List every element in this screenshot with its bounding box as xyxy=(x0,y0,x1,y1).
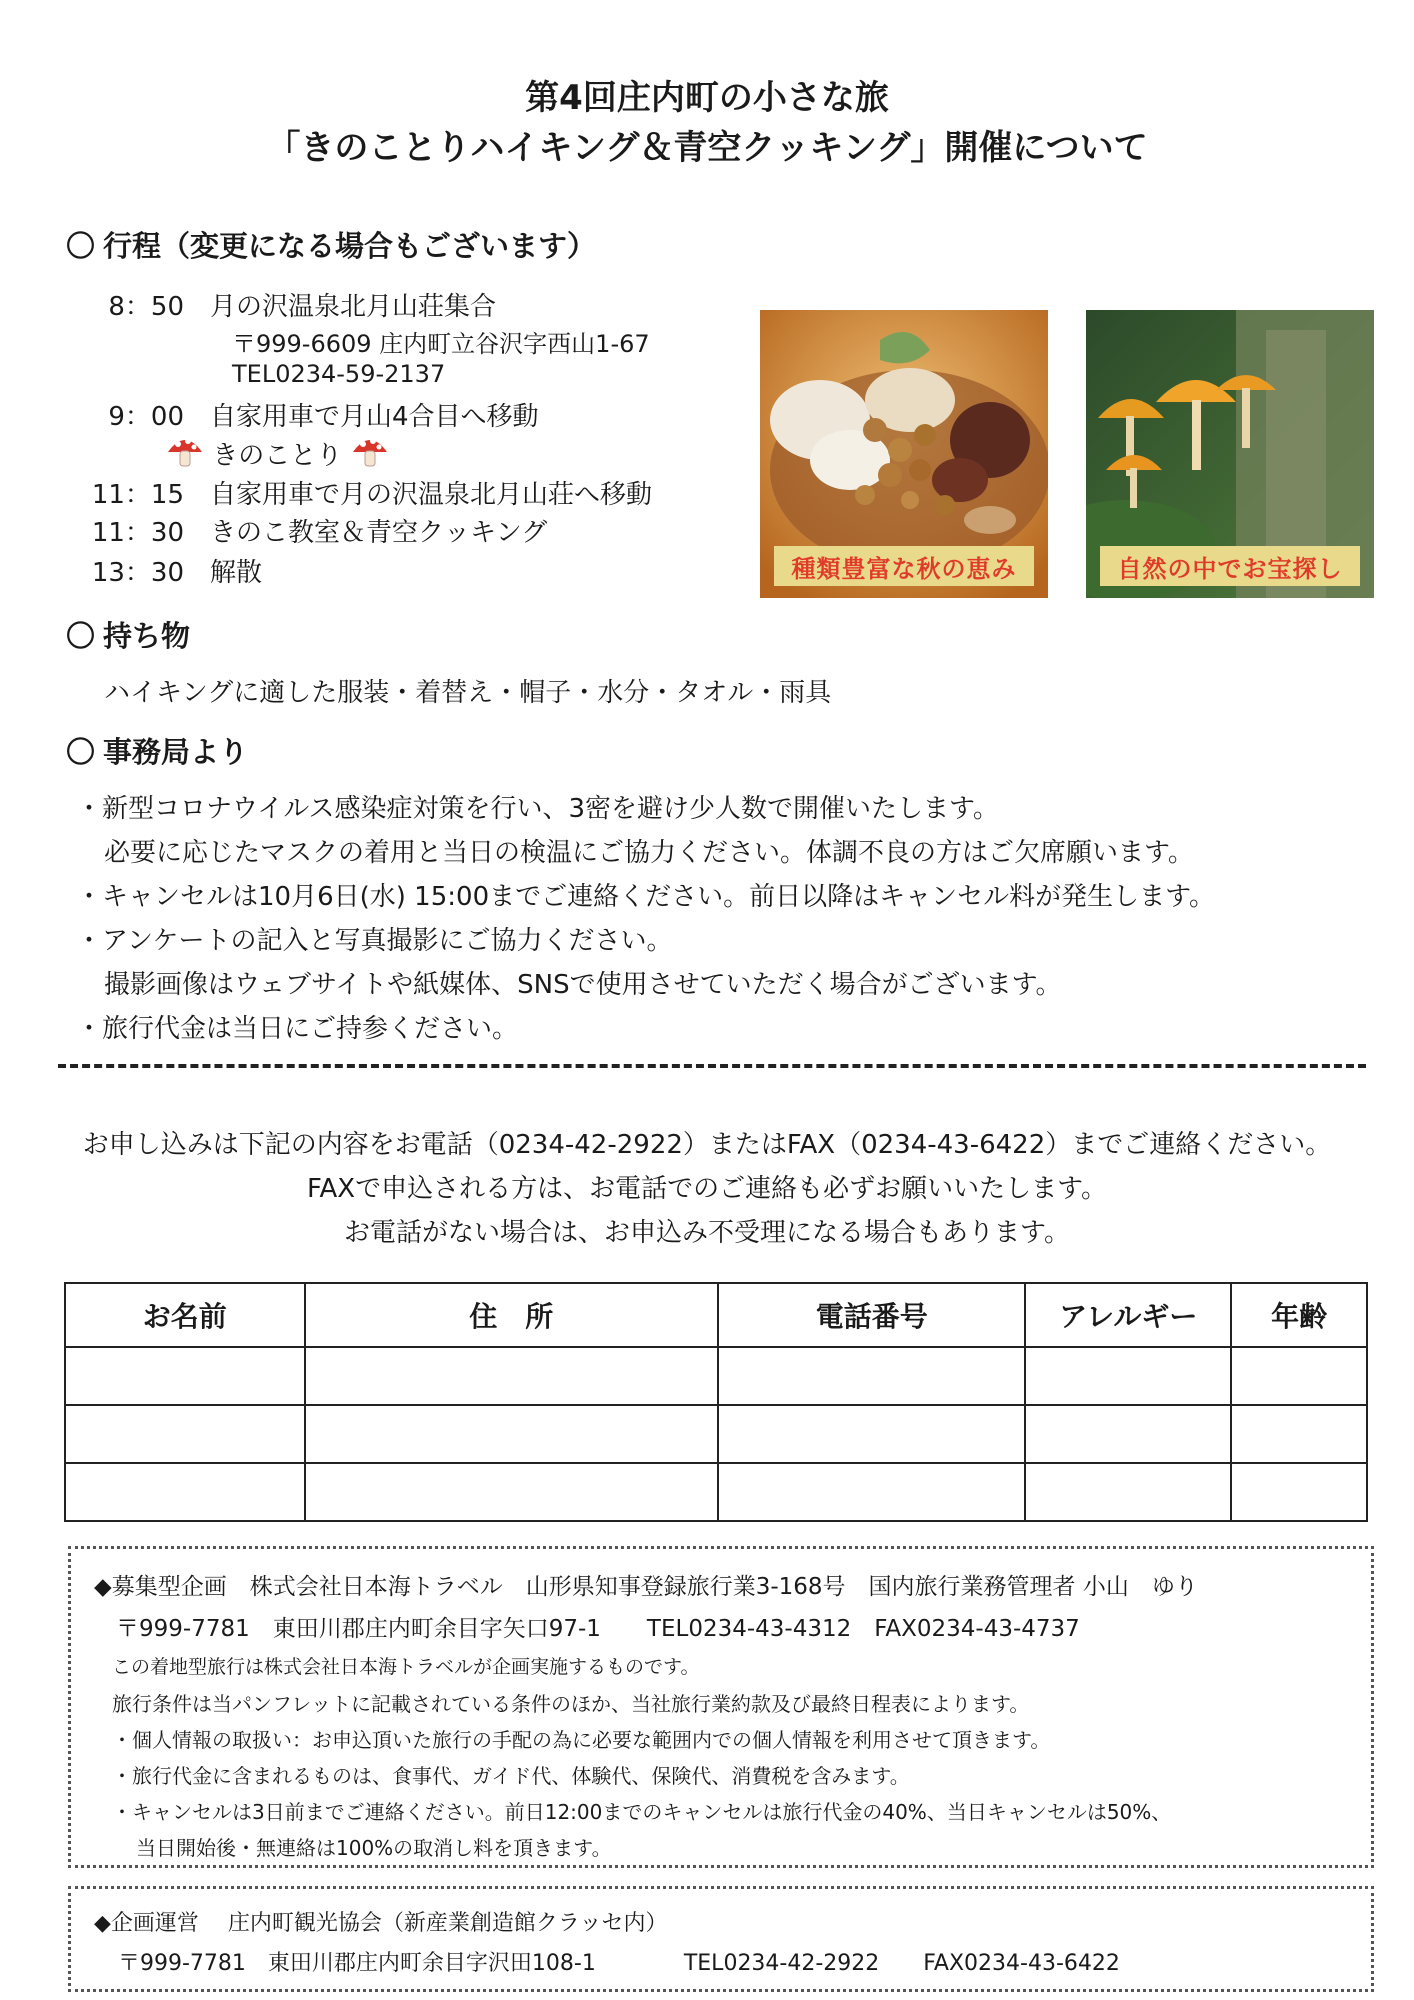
schedule-text: 月の沢温泉北月山荘集合 xyxy=(210,292,497,322)
header-allergy: アレルギー xyxy=(1025,1283,1231,1347)
schedule-text: 自家用車で月山4合目へ移動 xyxy=(210,402,539,432)
schedule-heading xyxy=(66,224,596,265)
table-row xyxy=(65,1463,1367,1521)
application-line: お電話がない場合は、お申込み不受理になる場合もあります。 xyxy=(344,1218,1070,1248)
organizer-line: 当日開始後・無連絡は100%の取消し料を頂きます。 xyxy=(136,1836,612,1860)
office-note: ・キャンセルは10月6日(水) 15:00までご連絡ください。前日以降はキャンセル料が発生します。 xyxy=(76,882,1216,912)
photo-mushroom-plate xyxy=(760,310,1048,598)
schedule-text: きのこ教室＆青空クッキング xyxy=(210,518,548,548)
age-cell[interactable] xyxy=(1231,1405,1367,1463)
age-cell[interactable] xyxy=(1231,1463,1367,1521)
organizer-line: 〒999-7781 東田川郡庄内町余目字矢口97-1 TEL0234-43-4312 FAX0234-43-4737 xyxy=(116,1616,1080,1642)
organizer-line: この着地型旅行は株式会社日本海トラベルが企画実施するものです。 xyxy=(112,1656,700,1678)
schedule-time: 9：00 xyxy=(108,402,184,432)
schedule-time: 11：15 xyxy=(91,480,184,510)
office-note: 撮影画像はウェブサイトや紙媒体、SNSで使用させていただく場合がございます。 xyxy=(104,970,1062,1000)
organizer-line: ・旅行代金に含まれるものは、食事代、ガイド代、体験代、保険代、消費税を含みます。 xyxy=(112,1764,910,1788)
schedule-item xyxy=(66,474,652,511)
operator-line: ◆企画運営 庄内町観光協会（新産業創造館クラッセ内） xyxy=(94,1911,668,1936)
office-note: ・新型コロナウイルス感染症対策を行い、3密を避け少人数で開催いたします。 xyxy=(76,794,999,824)
organizer-line: ・キャンセルは3日前までご連絡ください。前日12:00までのキャンセルは旅行代金の40%、当日キャンセルは50%、 xyxy=(112,1800,1172,1824)
application-line: FAXで申込される方は、お電話でのご連絡も必ずお願いいたします。 xyxy=(306,1174,1108,1204)
office-note: ・アンケートの記入と写真撮影にご協力ください。 xyxy=(76,926,673,956)
organizer-line: ・個人情報の取扱い：お申込頂いた旅行の手配の為に必要な範囲内での個人情報を利用させて頂きます。 xyxy=(112,1728,1051,1752)
operator-line: 〒999-7781 東田川郡庄内町余目字沢田108-1 TEL0234-42-2922 FAX0234-43-6422 xyxy=(118,1951,1120,1976)
belongings-heading-text: 持ち物 xyxy=(103,619,191,653)
header-age: 年齢 xyxy=(1231,1283,1367,1347)
name-cell[interactable] xyxy=(65,1463,305,1521)
schedule-item xyxy=(66,512,547,549)
application-form-table xyxy=(64,1282,1368,1522)
belongings-heading xyxy=(66,614,190,655)
page-title-line1: 第4回庄内町の小さな旅 xyxy=(525,78,889,118)
photo-forest-mushrooms xyxy=(1086,310,1374,598)
mushroom-icon xyxy=(351,434,389,475)
activity-text: きのことり xyxy=(212,441,343,471)
allergy-cell[interactable] xyxy=(1025,1347,1231,1405)
application-line: お申し込みは下記の内容をお電話（0234-42-2922）またはFAX（0234-43-6422）までご連絡ください。 xyxy=(82,1130,1332,1160)
activity-row xyxy=(166,434,389,475)
schedule-text: 解散 xyxy=(210,558,263,588)
office-note: ・旅行代金は当日にご持参ください。 xyxy=(76,1014,519,1044)
header-name: お名前 xyxy=(65,1283,305,1347)
belongings-text: ハイキングに適した服装・着替え・帽子・水分・タオル・雨具 xyxy=(104,678,832,708)
allergy-cell[interactable] xyxy=(1025,1405,1231,1463)
schedule-item xyxy=(66,396,539,433)
organizer-line: 旅行条件は当パンフレットに記載されている条件のほか、当社旅行業約款及び最終日程表によります。 xyxy=(112,1692,1030,1716)
address-cell[interactable] xyxy=(305,1463,718,1521)
cut-line-divider xyxy=(58,1064,1366,1068)
phone-cell[interactable] xyxy=(718,1405,1026,1463)
photo-caption: 自然の中でお宝探し xyxy=(1100,546,1360,586)
mushroom-icon xyxy=(166,434,204,475)
circle-mark: 〇 xyxy=(66,619,96,653)
schedule-item xyxy=(66,286,496,323)
table-row xyxy=(65,1405,1367,1463)
schedule-time: 8：50 xyxy=(108,292,184,322)
schedule-time: 11：30 xyxy=(91,518,184,548)
table-header-row xyxy=(65,1283,1367,1347)
meeting-tel: TEL0234-59-2137 xyxy=(232,360,446,388)
schedule-heading-text: 行程（変更になる場合もございます） xyxy=(103,229,597,263)
meeting-address: 〒999-6609 庄内町立谷沢字西山1-67 xyxy=(232,330,650,358)
schedule-time: 13：30 xyxy=(91,558,184,588)
office-heading xyxy=(66,730,248,771)
address-cell[interactable] xyxy=(305,1405,718,1463)
phone-cell[interactable] xyxy=(718,1463,1026,1521)
page-title-line2: 「きのことりハイキング＆青空クッキング」開催について xyxy=(266,128,1148,168)
circle-mark: 〇 xyxy=(66,735,96,769)
schedule-text: 自家用車で月の沢温泉北月山荘へ移動 xyxy=(210,480,653,510)
circle-mark: 〇 xyxy=(66,229,96,263)
phone-cell[interactable] xyxy=(718,1347,1026,1405)
office-heading-text: 事務局より xyxy=(103,735,249,769)
address-cell[interactable] xyxy=(305,1347,718,1405)
header-address: 住 所 xyxy=(305,1283,718,1347)
photo-caption: 種類豊富な秋の恵み xyxy=(774,546,1034,586)
table-row xyxy=(65,1347,1367,1405)
allergy-cell[interactable] xyxy=(1025,1463,1231,1521)
office-note: 必要に応じたマスクの着用と当日の検温にご協力ください。体調不良の方はご欠席願います。 xyxy=(104,838,1194,868)
schedule-item xyxy=(66,552,262,589)
name-cell[interactable] xyxy=(65,1347,305,1405)
age-cell[interactable] xyxy=(1231,1347,1367,1405)
name-cell[interactable] xyxy=(65,1405,305,1463)
organizer-line: ◆募集型企画 株式会社日本海トラベル 山形県知事登録旅行業3-168号 国内旅行業務管理者 小山 ゆり xyxy=(94,1574,1198,1600)
header-phone: 電話番号 xyxy=(718,1283,1026,1347)
